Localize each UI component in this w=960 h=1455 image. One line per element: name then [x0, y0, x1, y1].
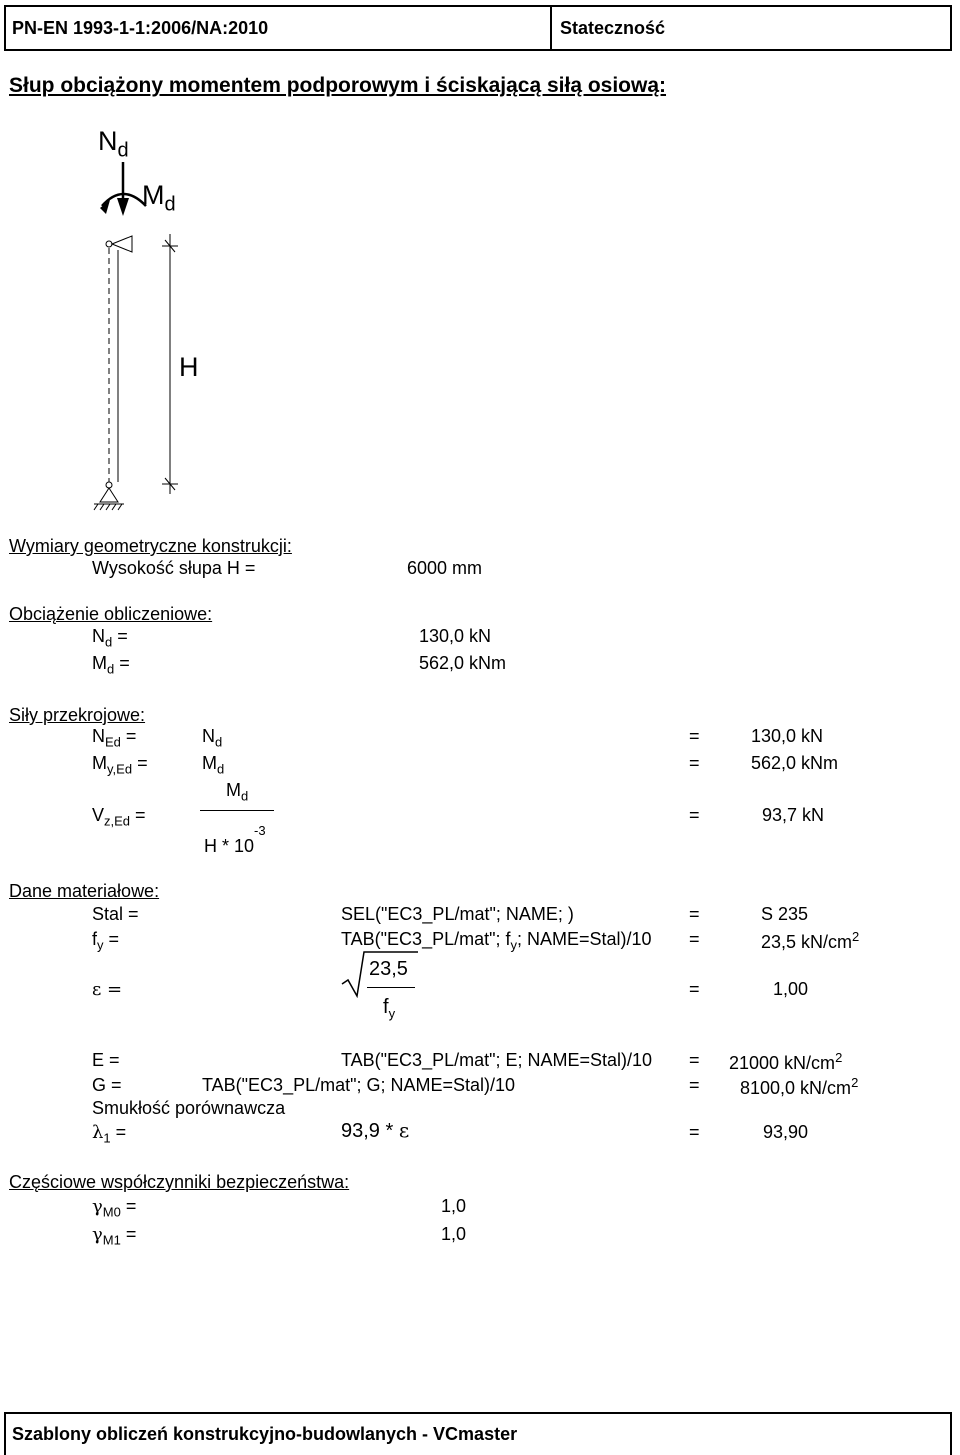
standard-label: PN-EN 1993-1-1:2006/NA:2010 — [12, 17, 269, 38]
lambda-equals: = — [689, 1122, 700, 1142]
figure-label-h: H — [179, 352, 199, 382]
md-label: $M_d$ = — [92, 653, 130, 677]
forces-heading: Siły przekrojowe: — [9, 705, 146, 725]
stal-value: S 235 — [761, 904, 809, 924]
epsilon-equals: = — [689, 979, 700, 999]
footer-text: Szablony obliczeń konstrukcyjno-budowlanych - VCmaster — [12, 1424, 518, 1444]
fy-value: 23,5 $kN/cm^2$ — [761, 929, 860, 952]
stal-equals: = — [689, 904, 700, 924]
slenderness-label: Smukłość porównawcza — [92, 1098, 286, 1118]
md-value: 562,0 kNm — [419, 653, 507, 673]
lambda-label: $\lambda_1$ = — [92, 1122, 127, 1146]
e-expression: TAB("EC3_PL/mat"; E; NAME=Stal)/10 — [341, 1050, 653, 1070]
lambda-expression: 93,9 * ε — [341, 1118, 410, 1142]
top-support — [112, 236, 132, 252]
myed-equals: = — [689, 753, 700, 773]
epsilon-value: 1,00 — [773, 979, 809, 999]
header-bar — [4, 5, 952, 51]
vzed-label: $V_{z,Ed}$ = — [92, 805, 146, 829]
fy-expression: TAB("EC3_PL/mat"; $f_y$; NAME=Stal)/10 — [341, 929, 652, 953]
nd-label: $N_d$ = — [92, 626, 128, 650]
section-label: Stateczność — [560, 17, 666, 38]
column-diagram — [90, 160, 200, 520]
g-value: 8100,0 $kN/cm^2$ — [740, 1075, 859, 1098]
geometry-heading: Wymiary geometryczne konstrukcji: — [9, 536, 292, 556]
g-expression: TAB("EC3_PL/mat"; G; NAME=Stal)/10 — [202, 1075, 516, 1095]
fy-equals: = — [689, 929, 700, 949]
vzed-fraction-bar — [200, 810, 274, 811]
stal-expression: SEL("EC3_PL/mat"; NAME; ) — [341, 904, 574, 924]
stal-label: Stal = — [92, 904, 139, 924]
g-label: G = — [92, 1075, 122, 1095]
myed-value: 562,0 kNm — [751, 753, 839, 773]
e-equals: = — [689, 1050, 700, 1070]
lambda-value: 93,90 — [763, 1122, 809, 1142]
figure-label-n: $N_d$ — [98, 126, 129, 162]
ned-equals: = — [689, 726, 700, 746]
loads-heading: Obciążenie obliczeniowe: — [9, 604, 213, 624]
fy-label: $f_y$ = — [92, 929, 120, 953]
ned-expression: $N_d$ — [202, 726, 223, 750]
figure-label-m: $M_d$ — [142, 180, 176, 216]
vzed-value: 93,7 kN — [762, 805, 825, 825]
vzed-numerator: $M_d$ — [226, 780, 249, 804]
gm1-value: 1,0 — [441, 1224, 467, 1244]
myed-expression: $M_d$ — [202, 753, 225, 777]
page-title: Słup obciążony momentem podporowym i ściskającą siłą osiową: — [9, 74, 667, 97]
epsilon-denominator: $f_y$ — [383, 996, 396, 1021]
header-divider — [550, 7, 552, 49]
gm0-value: 1,0 — [441, 1196, 467, 1216]
gm1-label: $\gamma_{M1}$ = — [92, 1224, 137, 1248]
bottom-support — [100, 488, 118, 502]
height-label: Wysokość słupa H = — [92, 558, 256, 578]
e-value: 21000 $kN/cm^2$ — [729, 1050, 843, 1073]
footer-bar — [4, 1412, 952, 1455]
nd-value: 130,0 kN — [419, 626, 492, 646]
epsilon-label: ε = — [92, 979, 123, 1000]
vzed-equals: = — [689, 805, 700, 825]
g-equals: = — [689, 1075, 700, 1095]
myed-label: $M_{y,Ed}$ = — [92, 753, 148, 777]
height-value: 6000 mm — [407, 558, 483, 578]
gm0-label: $\gamma_{M0}$ = — [92, 1196, 137, 1220]
vzed-denominator: H * $10^{-3}$ — [204, 823, 266, 856]
axial-force-arrowhead — [117, 198, 129, 216]
e-label: E = — [92, 1050, 120, 1070]
safety-heading: Częściowe współczynniki bezpieczeństwa: — [9, 1172, 350, 1192]
ned-value: 130,0 kN — [751, 726, 824, 746]
ned-label: $N_{Ed}$ = — [92, 726, 137, 750]
material-heading: Dane materiałowe: — [9, 881, 160, 901]
epsilon-fraction-bar — [367, 987, 415, 988]
epsilon-numerator: 23,5 — [369, 958, 408, 980]
